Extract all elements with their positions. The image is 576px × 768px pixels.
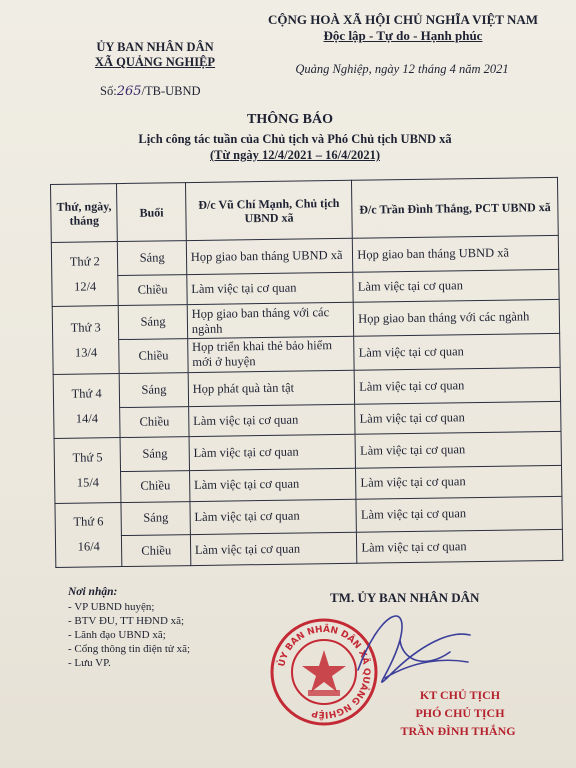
weekday-label: Thứ 5: [72, 450, 103, 465]
header-day: Thứ, ngày, tháng: [51, 184, 118, 243]
session-morning: Sáng: [120, 437, 189, 472]
task-person-a: Họp giao ban tháng với các ngành: [187, 303, 354, 339]
session-afternoon: Chiều: [122, 535, 191, 567]
day-box: [58, 386, 116, 427]
task-person-a: Làm việc tại cơ quan: [190, 533, 357, 566]
nation-line-2: Độc lập - Tự do - Hạnh phúc: [323, 28, 483, 43]
task-person-b: Làm việc tại cơ quan: [356, 496, 562, 533]
schedule-body: [51, 235, 562, 567]
doc-no-suffix: /TB-UBND: [141, 84, 201, 98]
task-person-b: Làm việc tại cơ quan: [354, 333, 560, 370]
session-afternoon: Chiều: [121, 470, 190, 502]
document-subtitle: Lịch công tác tuần của Chủ tịch và Phó Chủ tịch UBND xã: [138, 132, 452, 146]
doc-no-prefix: Số:: [100, 84, 117, 98]
weekday-label: Thứ 4: [71, 385, 102, 401]
day-cell: [53, 373, 120, 438]
task-person-a: Làm việc tại cơ quan: [190, 499, 357, 535]
document-title: THÔNG BÁO: [247, 112, 333, 127]
task-person-a: Họp phát quà tàn tật: [188, 370, 355, 406]
session-morning: Sáng: [120, 372, 189, 407]
national-motto: [258, 12, 548, 44]
header-person-a: Đ/c Vũ Chí Mạnh, Chủ tịch UBND xã: [185, 180, 352, 240]
weekday-label: Thứ 2: [69, 254, 100, 269]
place-and-date: Quảng Nghiệp, ngày 12 tháng 4 năm 2021: [295, 62, 509, 76]
date-label: 12/4: [73, 279, 97, 294]
seal-ring-text: ỦY BAN NHÂN DÂN XÃ QUẢNG NGHIỆP: [277, 624, 372, 720]
date-range-text: (Từ ngày 12/4/2021 – 16/4/2021): [209, 148, 380, 162]
task-person-b: Làm việc tại cơ quan: [356, 465, 562, 499]
date-range: [150, 148, 440, 163]
day-box: [59, 450, 117, 491]
task-person-b: Làm việc tại cơ quan: [357, 530, 563, 564]
day-cell: [52, 306, 119, 374]
header-session: Buổi: [117, 183, 186, 242]
issuing-organization: [80, 40, 230, 70]
recipient-item: - Cổng thông tin điện tử xã;: [68, 643, 191, 655]
task-person-b: Làm việc tại cơ quan: [353, 269, 559, 303]
document-number: [100, 84, 201, 99]
date-label: 14/4: [75, 410, 99, 426]
session-morning: Sáng: [119, 305, 188, 340]
date-label: 15/4: [76, 475, 100, 490]
task-person-a: Làm việc tại cơ quan: [188, 404, 355, 437]
recipient-item: - Lãnh đạo UBND xã;: [68, 629, 166, 641]
day-cell: [51, 242, 118, 307]
task-person-b: Họp giao ban tháng UBND xã: [353, 235, 559, 272]
table-header-row: [51, 177, 559, 242]
doc-no-handwritten: 265: [116, 84, 142, 99]
recipient-item: - BTV ĐU, TT HĐND xã;: [68, 615, 185, 627]
weekday-label: Thứ 3: [70, 319, 101, 335]
nation-line-1: CỘNG HOÀ XÃ HỘI CHỦ NGHĨA VIỆT NAM: [267, 12, 539, 27]
schedule-table: [50, 177, 563, 568]
day-box: [60, 514, 118, 555]
signer-role-2: PHÓ CHỦ TỊCH: [415, 706, 505, 720]
task-person-b: Làm việc tại cơ quan: [355, 432, 561, 469]
day-cell: [54, 438, 121, 503]
header-person-b: Đ/c Trần Đình Thắng, PCT UBND xã: [352, 177, 558, 238]
day-box: [57, 320, 115, 361]
task-person-a: Họp triển khai thẻ bảo hiểm mới ở huyện: [187, 336, 354, 372]
org-line-2: XÃ QUẢNG NGHIỆP: [94, 55, 216, 69]
task-person-a: Làm việc tại cơ quan: [189, 434, 356, 470]
table-row: [55, 530, 562, 568]
session-morning: Sáng: [121, 501, 190, 536]
recipient-item: - VP UBND huyện;: [68, 601, 155, 613]
signer-role-1: KT CHỦ TỊCH: [419, 688, 501, 702]
task-person-a: Làm việc tại cơ quan: [187, 272, 354, 305]
date-label: 16/4: [77, 539, 100, 554]
day-cell: [55, 502, 122, 567]
task-person-b: Làm việc tại cơ quan: [355, 401, 561, 435]
task-person-a: Họp giao ban tháng UBND xã: [186, 238, 353, 274]
date-label: 13/4: [74, 344, 98, 360]
signer-name: TRẦN ĐÌNH THẮNG: [400, 724, 516, 738]
day-box: [56, 254, 114, 295]
org-line-1: ỦY BAN NHÂN DÂN: [96, 40, 214, 54]
task-person-b: Làm việc tại cơ quan: [354, 367, 560, 404]
session-morning: Sáng: [118, 241, 187, 276]
task-person-b: Họp giao ban tháng với các ngành: [353, 300, 559, 337]
session-afternoon: Chiều: [120, 406, 189, 438]
signing-organization: TM. ỦY BAN NHÂN DÂN: [330, 590, 480, 605]
weekday-label: Thứ 6: [73, 514, 104, 529]
recipient-item: - Lưu VP.: [68, 657, 111, 669]
session-afternoon: Chiều: [118, 274, 187, 306]
recipients-title: Nơi nhận:: [68, 586, 118, 598]
session-afternoon: Chiều: [119, 339, 188, 374]
task-person-a: Làm việc tại cơ quan: [189, 468, 356, 501]
